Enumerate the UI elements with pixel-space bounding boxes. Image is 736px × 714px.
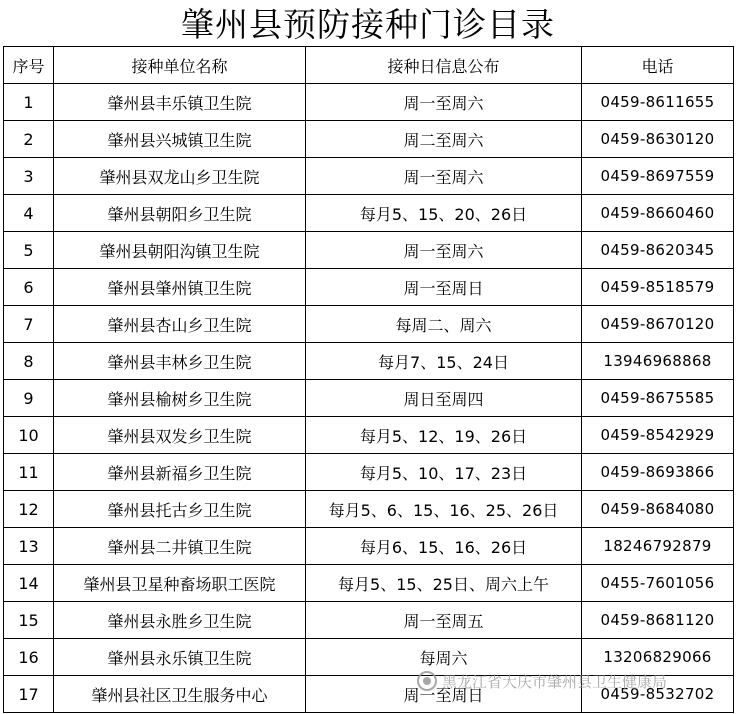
cell-name: 肇州县永胜乡卫生院 <box>54 602 306 639</box>
cell-name: 肇州县双发乡卫生院 <box>54 417 306 454</box>
cell-tel: 0459-8518579 <box>582 269 734 306</box>
cell-num: 10 <box>4 417 54 454</box>
table-row <box>4 195 734 232</box>
header-days: 接种日信息公布 <box>306 47 582 84</box>
cell-days: 周日至周四 <box>306 380 582 417</box>
cell-num: 2 <box>4 121 54 158</box>
cell-tel: 0459-8681120 <box>582 602 734 639</box>
cell-name: 肇州县托古乡卫生院 <box>54 491 306 528</box>
cell-name: 肇州县兴城镇卫生院 <box>54 121 306 158</box>
cell-tel: 0459-8630120 <box>582 121 734 158</box>
cell-days: 每月6、15、16、26日 <box>306 528 582 565</box>
table-row <box>4 417 734 454</box>
cell-tel: 0459-8670120 <box>582 306 734 343</box>
cell-name: 肇州县榆树乡卫生院 <box>54 380 306 417</box>
cell-days: 每月5、15、25日、周六上午 <box>306 565 582 602</box>
page-title: 肇州县预防接种门诊目录 <box>181 5 555 44</box>
cell-tel: 0459-8532702 <box>582 676 734 713</box>
cell-days: 每周二、周六 <box>306 306 582 343</box>
cell-days: 每月5、12、19、26日 <box>306 417 582 454</box>
table-row <box>4 121 734 158</box>
table-row <box>4 528 734 565</box>
cell-days: 周一至周日 <box>306 269 582 306</box>
cell-name: 肇州县杏山乡卫生院 <box>54 306 306 343</box>
cell-num: 7 <box>4 306 54 343</box>
cell-num: 15 <box>4 602 54 639</box>
cell-name: 肇州县肇州镇卫生院 <box>54 269 306 306</box>
cell-num: 14 <box>4 565 54 602</box>
cell-days: 周一至周六 <box>306 158 582 195</box>
cell-name: 肇州县朝阳乡卫生院 <box>54 195 306 232</box>
cell-tel: 0459-8697559 <box>582 158 734 195</box>
cell-num: 9 <box>4 380 54 417</box>
cell-num: 4 <box>4 195 54 232</box>
header-name: 接种单位名称 <box>54 47 306 84</box>
cell-tel: 0455-7601056 <box>582 565 734 602</box>
cell-name: 肇州县新福乡卫生院 <box>54 454 306 491</box>
table-row <box>4 491 734 528</box>
table-row <box>4 269 734 306</box>
table-header-row <box>4 47 734 84</box>
cell-days: 周一至周六 <box>306 84 582 121</box>
cell-tel: 18246792879 <box>582 528 734 565</box>
cell-tel: 13206829066 <box>582 639 734 676</box>
header-tel: 电话 <box>582 47 734 84</box>
cell-days: 每周六 <box>306 639 582 676</box>
table-row <box>4 676 734 713</box>
table-row <box>4 565 734 602</box>
clinic-directory-table <box>3 46 734 713</box>
cell-tel: 0459-8542929 <box>582 417 734 454</box>
table-row <box>4 380 734 417</box>
cell-tel: 0459-8684080 <box>582 491 734 528</box>
cell-num: 8 <box>4 343 54 380</box>
table-row <box>4 158 734 195</box>
cell-days: 每月5、15、20、26日 <box>306 195 582 232</box>
table-row <box>4 343 734 380</box>
cell-num: 11 <box>4 454 54 491</box>
table-row <box>4 454 734 491</box>
cell-name: 肇州县社区卫生服务中心 <box>54 676 306 713</box>
cell-num: 13 <box>4 528 54 565</box>
watermark-text: 黑龙江省大庆市肇州县卫生健康局 <box>442 672 668 691</box>
cell-tel: 0459-8660460 <box>582 195 734 232</box>
cell-name: 肇州县双龙山乡卫生院 <box>54 158 306 195</box>
cell-tel: 13946968868 <box>582 343 734 380</box>
cell-name: 肇州县卫星种畜场职工医院 <box>54 565 306 602</box>
table-row <box>4 639 734 676</box>
table-row <box>4 232 734 269</box>
table-row <box>4 306 734 343</box>
cell-days: 周一至周日 <box>306 676 582 713</box>
cell-name: 肇州县朝阳沟镇卫生院 <box>54 232 306 269</box>
cell-num: 1 <box>4 84 54 121</box>
cell-tel: 0459-8620345 <box>582 232 734 269</box>
cell-days: 每月7、15、24日 <box>306 343 582 380</box>
cell-days: 周一至周五 <box>306 602 582 639</box>
cell-days: 每月5、10、17、23日 <box>306 454 582 491</box>
cell-name: 肇州县丰林乡卫生院 <box>54 343 306 380</box>
cell-days: 周一至周六 <box>306 232 582 269</box>
cell-tel: 0459-8611655 <box>582 84 734 121</box>
cell-num: 16 <box>4 639 54 676</box>
cell-num: 6 <box>4 269 54 306</box>
cell-name: 肇州县丰乐镇卫生院 <box>54 84 306 121</box>
cell-tel: 0459-8675585 <box>582 380 734 417</box>
cell-tel: 0459-8693866 <box>582 454 734 491</box>
cell-days: 周二至周六 <box>306 121 582 158</box>
cell-num: 17 <box>4 676 54 713</box>
cell-num: 5 <box>4 232 54 269</box>
cell-name: 肇州县永乐镇卫生院 <box>54 639 306 676</box>
cell-name: 肇州县二井镇卫生院 <box>54 528 306 565</box>
cell-num: 12 <box>4 491 54 528</box>
table-row <box>4 602 734 639</box>
header-num: 序号 <box>4 47 54 84</box>
cell-days: 每月5、6、15、16、25、26日 <box>306 491 582 528</box>
table-row <box>4 84 734 121</box>
cell-num: 3 <box>4 158 54 195</box>
